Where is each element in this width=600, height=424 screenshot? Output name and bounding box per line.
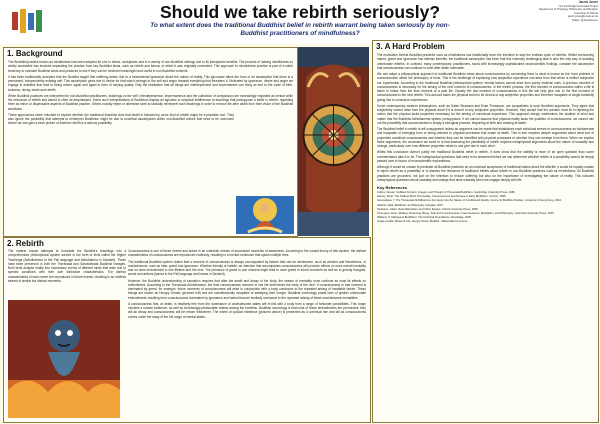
- paragraph: A consciousness that, at death, is relatively free from the dominance of unwholesome states will re-link with a body from a range of fortunate possibilities. This range includes a human existence, as well as increasingly pleasurable realms among the formless. Buddhist cosmology is that none of these embodiments are permanent; they will all decay and consciousness will be reborn elsewhere. The wheel of cyclical existence (pictured above) is presented as a continual rise and fall as consciousness comes under the sway of the full range of mental states.: [128, 301, 366, 319]
- wheel-of-life-image: [298, 47, 369, 236]
- paragraph: However, the Buddhist understanding of causation requires that after the death and decay of the body, the stream of mentality must continue as must its effects on embodiment. According to the Theravada Abhidhamma, the final consciousness moment of one life determines the body of the next. If consciousness in that moment is dominated by greed, for example, future moments of consciousness will arise in conjunction with a body conducive to the repeated arising of insatiable desire. These beings are known as Hungry Ghosts (pictured left) and are constitutionally incapable of satisfying their hunger. Buddhist cosmology posits lives of greater unfortunate embodiments resulting from consciousness dominated by ignorance and hatred that are similarly conducive to the repeated arising of these unwholesome mentalities.: [128, 278, 366, 300]
- poster-title: Should we take rebirth seriously?: [159, 2, 441, 22]
- author-name: Jacob Jones: [578, 0, 598, 4]
- reference-item: Williams, P. Mahayana Buddhism: The Doctrinal Foundations. Routledge, 2009.: [377, 216, 472, 220]
- author-info: [514, 1, 598, 22]
- paragraph: The Buddhist practice known as mindfulness has been adopted for use in clinics, workplaces and in a variety of non-Buddhist settings due to its therapeutic benefits. The process of making mindfulness so widely accessible has involved separating the practice from key Buddhist ideas, such as rebirth and karma, to which it was originally connected. This approach to mindfulness practice is part of a wider tendency to evaluate Buddhist ideas and practices to see if they can be rendered meaningful and useful in non-Buddhist contexts.: [8, 60, 293, 73]
- author-line: Department of Theology, Philosophy and Religion: [539, 8, 598, 11]
- section-heading: 2. Rebirth: [7, 239, 44, 248]
- reference-item: Harvey, Peter. The Selfless Mind: Personality, Consciousness and Nirvana in Early Buddhism. Curzon, 1995.: [377, 195, 507, 199]
- problem-text: [373, 53, 598, 182]
- paragraph: When Buddhist practices are interpreted for non-Buddhist practitioners, teachings on the self, interdependence, impermanence and the cultivation of compassion are increasingly regarded as central while the relevance of rebirth and karma is often de-emphasised. Some such interpretations of Buddhism display an agnostic or sceptical indifference to teachings that presuppose a belief in rebirth, regarding them as minor or dispensable aspects of Buddhist practice. Others roundly reject or otherwise seek to radically reinterpret such teachings in order to remove life after death from their vision of the Buddhist worldview.: [8, 93, 293, 111]
- section-rebirth: [3, 237, 371, 423]
- section-heading: 3. A Hard Problem: [376, 42, 445, 51]
- paragraph: The earliest known attempts to formulate the Buddha's teachings into a comprehensive philosophical system survive in the form of texts called the Higher Teachings (Abhidhamma in the Pali language and Abhidharma in Sanskrit). These have been preserved in both the Theravada and Sarvastivada Buddhist lineages. Both texts analyse reality into momentary events of different kinds that arise due to specific conditions with their own distinctive characteristics. The distinct characteristics of each event are reproduced in future events, resulting in an endless stream of similar but distinct moments.: [8, 249, 126, 283]
- author-line: jacob.jones@email.ac.uk: [568, 15, 598, 18]
- reference-item: Strawson, Galen. Real Materialism and Other Essays. Oxford University Press, 2008.: [377, 207, 479, 211]
- paragraph: It has been traditionally accepted that the Buddha taught that suffering arises due to a fundamental ignorance about the nature of reality. This ignorance takes the form of an assumption that there is a permanent, independently existing self. This assumption gives rise to desire for that which belongs to the self and anger towards everything that threatens it. Motivated by ignorance, desire and anger we engage in activities that lead to being reborn again and again in lives of varying quality. Only the realisation that all things are interdependent and impermanent can bring an end to the cycle of birth, sickness, decay, death and rebirth.: [8, 74, 293, 92]
- rebirth-text-col1: [4, 249, 130, 285]
- poster-subtitle: To what extent does the traditional Buddhist belief in rebirth warrant being taken seriously by non-Buddhist practitioners of mindfulness?: [150, 22, 450, 37]
- paragraph: The motivation behind Buddhist practices such as mindfulness has traditionally been the intention to stop the endless cycle of rebirths. Whilst overcoming hatred, greed and ignorance has intrinsic benefits, the traditional assumption has been that this intensely challenging task is also the only way of avoiding unfortunate rebirths. In contrast, many contemporary practitioners, faced with increasingly sophisticated neuroscientific findings, consider the assumption that consciousness can continue to exist after death untenable.: [377, 53, 594, 70]
- paragraph: Although it would be unwise to predicate all Buddhist practices on an uncritical acceptance of traditional claims about the afterlife, it would be equally unwise to reject rebirth as a possibility or to dismiss the relevance of traditional beliefs about rebirth to non-Buddhist practices such as mindfulness. All Buddhist practices are grounded, not just on the intention to reduce suffering but also on the importance of investigating the nature of reality. This includes metaphysical questions about causality and change that arise naturally when we engage deeply with life.: [377, 165, 594, 182]
- reference-item: Karunadasa, Y. The Theravada Abhidhamma: Its Inquiry into the Nature of Conditioned Reality. Centre for Buddhist Studies, University of Hong Kong, 2010.: [377, 199, 562, 203]
- paragraph: The traditional Buddhist system claims that a moment of consciousness is always accompanied by factors that can be wholesome, such as wisdom and friendliness, or unwholesome, such as hate, greed and ignorance. Whether friendly or hateful, an intention that accompanies consciousness will produce effects on ones overall mentality and on ones embodiment in one lifetime and the next. The presence of greed in one moment might lead to more greed in future moments as well as to greedy thoughts, words and actions (karma in the Pali language and karma in Sanskrit).: [128, 259, 366, 277]
- left-icons: [10, 6, 46, 36]
- references-list: [373, 191, 598, 224]
- paragraph: Some contemporary western philosophers, such as Galen Strawson and Evan Thompson, are sympathetic to such Buddhist arguments. They agree that subjectivity cannot arise from the physical world if it is devoid of any subjective properties. However, they accept that the solution must lie in rejecting the notion that the physical lacks properties necessary for the arising of conscious experience. This approach deeply undermines the dualism of mind and matter that the Buddhist Abhidhamma system presupposes. If we cannot assume that physical reality lacks the qualities of consciousness, we cannot rule out the possibility that consciousness is simply a biological process, beginning at birth and ceasing at death.: [377, 103, 594, 125]
- reference-item: Siderits, Mark. Buddhism as Philosophy. Ashgate, 2007.: [377, 203, 444, 207]
- author-line: University of Alberta: [574, 11, 598, 15]
- background-text: [4, 60, 297, 126]
- paragraph: The Buddhist belief in rebirth is left unsupported unless an argument can be made that establishes each individual stream of consciousness as fundamental and incapable of emerging from or being reduced to physical processes that cease at death. This in turn requires deeper arguments about what sort of properties constitute consciousness and whether they can be identified with physical processes or whether they can emerge from them. When we explore these arguments, the conclusion we come to is that assessing the plausibility of rebirth requires metaphysical arguments about the nature of causality and change, particularly over how different properties relate to and give rise to each other.: [377, 127, 594, 148]
- references-heading: Key References: [377, 185, 408, 190]
- rebirth-text-col2: [124, 249, 370, 321]
- paragraph: Consciousness is one of these events and arises in an unbroken stream of successive moments of awareness. According to the causal theory of this system, the distinct characteristics of consciousness are reproduced endlessly, resulting in a mental continuum that spans multiple lives.: [128, 249, 366, 258]
- reference-item: Image credits: Wheel of Life, Hungry Ghost, Buddha - Wikimedia Commons.: [377, 220, 468, 224]
- hungry-ghost-image: [8, 300, 120, 418]
- author-line: Twitter: @JacobJones: [571, 18, 598, 22]
- section-hard-problem: [372, 40, 599, 423]
- poster-header: [0, 0, 600, 44]
- author-line: Y13 Cambridge Extended Project: [558, 4, 598, 8]
- section-heading: 1. Background: [7, 49, 63, 58]
- buddha-illustration: [236, 196, 294, 234]
- paragraph: These approaches seem reluctant to explore whether the traditional Buddhist view that death is followed by some kind of rebirth might be a plausible one. They also ignore the possibility that attempts to reinterpret Buddhism might be due to uncritical assumptions within non-Buddhist culture that need to be overcome before we can gain a clear picture of whether rebirth is a serious possibility.: [8, 112, 234, 126]
- reference-item: Collins, Steven. Selfless Persons: Imagery and Thought in Theravada Buddhism. Cambridge University Press, 1982.: [377, 191, 516, 194]
- section-background: [3, 47, 298, 237]
- paragraph: Whilst this conclusion doesn't justify the traditional Buddhist belief in rebirth, it does show that the viability is more of an open question than some commentators take it to be. The metaphysical questions that need to be answered before we can determine whether rebirth is a possibility cannot be simply passed over in favour of neuroscientific explanations.: [377, 150, 594, 163]
- reference-item: Thompson, Evan. Waking, Dreaming, Being: Self and Consciousness in Neuroscience, Meditation, and Philosophy. Columbia University Press, 2015.: [377, 211, 555, 215]
- paragraph: We can adopt a philosophical approach to traditional Buddhist views about consciousness by connecting them to what is known as the 'hard problem of consciousness' within the philosophy of mind. This is the challenge of explaining how subjective experience can arise from that which is neither subjective nor experiential. According to the traditional Buddhist philosophical system, mental factors cannot arise from purely material ones. A previous moment of consciousness is necessary for the arising of the next moment of consciousness. In the rebirth process, the first moment of consciousness within a life is taken to follow from the final moment of a past life. Equally the last moment of consciousness in this life will help give rise to the first moment of consciousness in the next rebirth. This account takes the physical world to be devoid of any subjective properties and therefore incapable of single-handedly giving rise to conscious experiences.: [377, 72, 594, 102]
